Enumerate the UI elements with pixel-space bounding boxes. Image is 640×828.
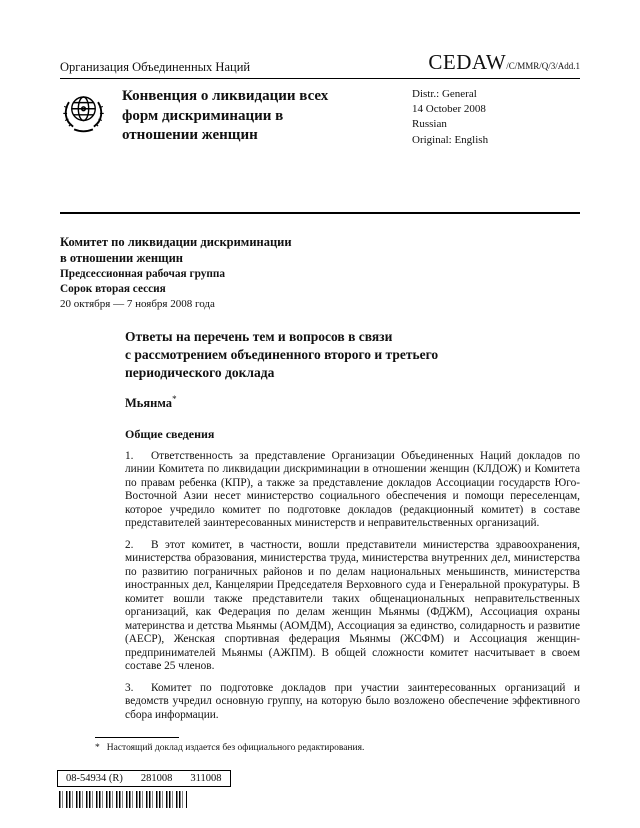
session-dates: 20 октября — 7 ноября 2008 года xyxy=(60,297,215,310)
session-line: Сорок вторая сессия xyxy=(60,282,166,295)
country-name: Мьянма xyxy=(125,396,173,411)
document-number: 08-54934 (R) xyxy=(66,773,123,784)
working-group-line: Предсессионная рабочая группа xyxy=(60,267,226,280)
paragraph-1 xyxy=(125,450,580,531)
distr-original: Original: English xyxy=(412,133,489,146)
un-emblem-icon xyxy=(60,89,107,136)
footnote-reference: * xyxy=(172,394,177,405)
paragraph-text: Комитет по подготовке докладов при участии заинтересованных организаций и ведомств учредил основную группу, на которую было возложено обеспечение эффективного сбора информации. xyxy=(125,681,580,721)
footnote-marker: * xyxy=(95,743,100,753)
barcode xyxy=(59,791,187,808)
footnote xyxy=(95,743,525,753)
paragraph-number: 3. xyxy=(125,681,134,694)
distr-type: Distr.: General xyxy=(412,88,477,100)
document-title-line: Ответы на перечень тем и вопросов в связи xyxy=(125,329,393,345)
convention-title-line: форм дискриминации в xyxy=(122,107,284,124)
country-heading xyxy=(125,394,580,411)
paragraph-number: 1. xyxy=(125,449,134,462)
committee-block xyxy=(60,234,580,311)
committee-name-line: в отношении женщин xyxy=(60,251,183,266)
section-divider xyxy=(60,212,580,214)
paragraph-text: В этот комитет, в частности, вошли представители министерства здравоохранения, министерства образования, министерства труда, министерства внутренних дел, министерства по развитию пограничных районов и по делам национальных меньшинств, министерства иностранных дел, Канцелярии Председателя Верховного суда и Генеральной прокуратуры. В комитет вошли также представители таких общенациональных неправительственных организаций, как Федерация по делам женщин Мьянмы (ФДЖМ), Ассоциация охраны материнства и детства Мьянмы (АОМДМ), Ассоциация за единство, солидарность и развитие (АЕСР), Женская спортивная федерация Мьянмы (ЖСФМ) и Ассоциация женщин-предпринимателей Мьянмы (АЖПМ). В общей сложности комитет насчитывает в своем составе 25 членов. xyxy=(125,538,580,673)
distribution-block xyxy=(412,87,580,148)
document-title-line: с рассмотрением объединенного второго и третьего xyxy=(125,346,439,362)
main-content xyxy=(125,328,580,722)
footnote-text: Настоящий доклад издается без официального редактирования. xyxy=(106,743,365,753)
convention-title xyxy=(122,87,392,146)
date-code-1: 281008 xyxy=(140,773,173,784)
document-symbol-main: CEDAW xyxy=(428,50,507,74)
paragraph-3 xyxy=(125,682,580,723)
footnote-divider xyxy=(95,737,179,738)
document-title xyxy=(125,328,580,381)
section-heading: Общие сведения xyxy=(125,426,215,441)
distr-date: 14 October 2008 xyxy=(412,103,486,116)
document-title-line: периодического доклада xyxy=(125,364,275,380)
convention-title-line: Конвенция о ликвидации всех xyxy=(122,88,329,104)
paragraph-text: Ответственность за представление Организации Объединенных Наций докладов по линии Комитета по ликвидации дискриминации в отношении женщин (КЛДОЖ) и Комитета по правам ребенка (КПР), а также за представление докладов Ассоциации государств Юго-Восточной Азии несет министерство социального обеспечения и помощи переселенцам, которое учредило комитет по подготовке докладов (редакционный комитет) в составе представителей заинтересованных министерств и неправительственных организаций. xyxy=(125,449,580,530)
document-symbol-suffix: /C/MMR/Q/3/Add.1 xyxy=(506,61,580,71)
document-number-box xyxy=(57,770,231,787)
paragraph-2 xyxy=(125,539,580,674)
committee-name-line: Комитет по ликвидации дискриминации xyxy=(60,234,292,249)
paragraph-number: 2. xyxy=(125,538,134,551)
page-header xyxy=(60,50,580,75)
document-symbol xyxy=(428,50,580,75)
convention-title-line: отношении женщин xyxy=(122,127,258,143)
distr-language: Russian xyxy=(412,118,447,131)
footnote-block xyxy=(95,737,525,753)
header-divider xyxy=(60,78,580,79)
date-code-2: 311008 xyxy=(190,773,222,784)
masthead xyxy=(60,87,580,148)
page-footer xyxy=(57,768,231,808)
organization-name: Организация Объединенных Наций xyxy=(60,60,251,74)
